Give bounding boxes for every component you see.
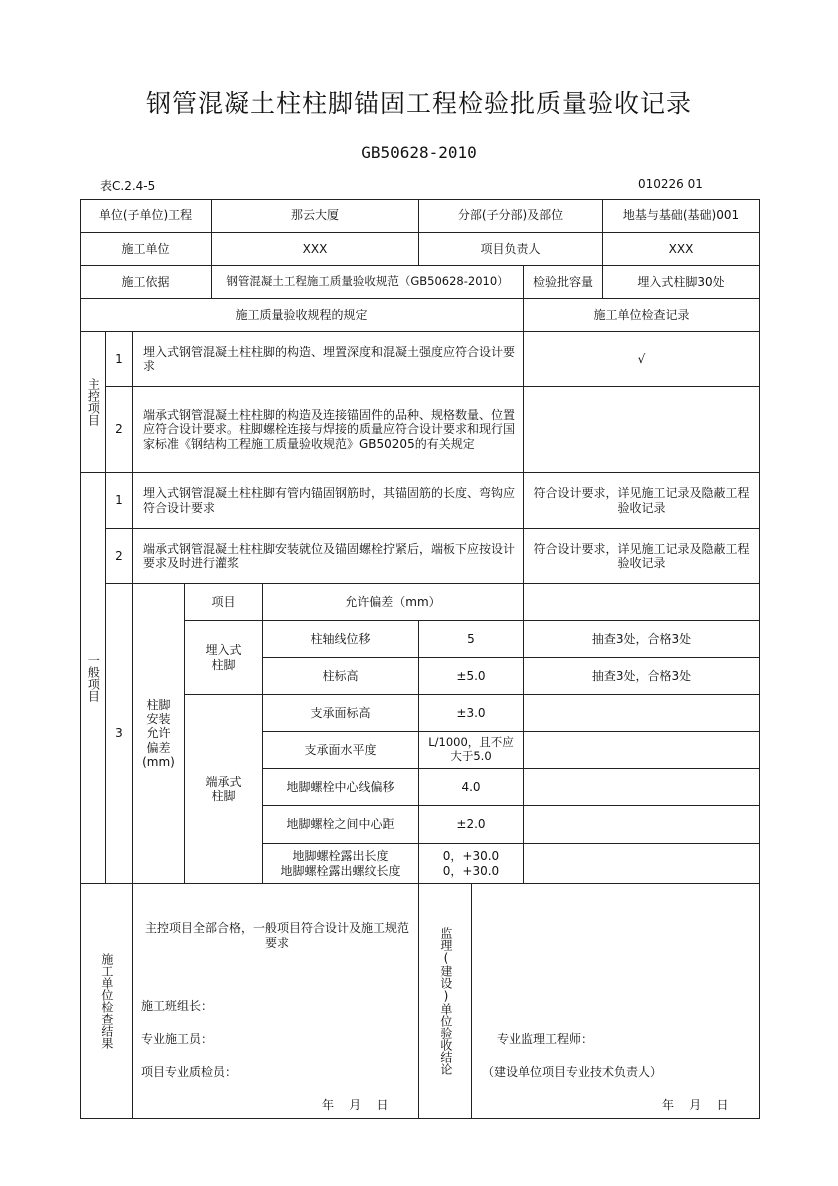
form-number: 表C.2.4-5 — [100, 179, 156, 193]
tolerance-record-header — [524, 584, 760, 621]
main-item-1-record[interactable]: √ — [524, 332, 760, 387]
contractor-conclusion: 主控项目全部合格，一般项目符合设计及施工规范要求 — [144, 921, 409, 950]
rules-column-header: 施工质量验收规程的规定 — [80, 299, 524, 332]
manager-value[interactable]: XXX — [603, 233, 760, 266]
tolerance-group-label: 柱脚安装允许偏差(mm) — [133, 584, 185, 884]
row-bolt-thread-tol: 0，+30.0 — [442, 863, 500, 878]
owner-rep-label: （建设单位项目专业技术负责人） — [482, 1065, 663, 1079]
row-bolt-length-name: 地脚螺栓露出长度 — [292, 849, 389, 864]
row-elevation-tol: ±5.0 — [419, 658, 524, 695]
bearing-footing-label: 端承式柱脚 — [185, 695, 263, 884]
main-item-2-no: 2 — [106, 387, 133, 473]
general-item-2-text: 端承式钢管混凝土柱柱脚安装就位及锚固螺栓拧紧后，端板下应按设计要求及时进行灌浆 — [133, 529, 524, 584]
contractor-value[interactable]: XXX — [212, 233, 419, 266]
main-item-1-no: 1 — [106, 332, 133, 387]
page-title: 钢管混凝土柱柱脚锚固工程检验批质量验收记录 — [145, 89, 692, 118]
row-elevation-name: 柱标高 — [263, 658, 419, 695]
row-bolt-spacing-record[interactable] — [524, 806, 760, 844]
embedded-footing-label: 埋入式柱脚 — [185, 621, 263, 695]
contractor-result-label: 施工单位检查结果 — [80, 884, 133, 1119]
main-item-2-text: 端承式钢管混凝土柱柱脚的构造及连接锚固件的品种、规格数量、位置应符合设计要求。柱脚螺栓连接与焊接的质量应符合设计要求和现行国家标准《钢结构工程施工质量验收规范》GB50205的有关规定 — [133, 387, 524, 473]
row-bearing-elevation-name: 支承面标高 — [263, 695, 419, 732]
row-bolt-center-offset-name: 地脚螺栓中心线偏移 — [263, 769, 419, 806]
general-label: 一般项目 — [80, 473, 106, 884]
inspector-label: 项目专业质检员： — [141, 1065, 238, 1079]
constructor-label: 专业施工员： — [141, 1032, 214, 1046]
main-item-2-record[interactable] — [524, 387, 760, 473]
general-item-1-record[interactable]: 符合设计要求，详见施工记录及隐蔽工程验收记录 — [524, 473, 760, 529]
row-bolt-length-names — [263, 844, 419, 884]
row-bolt-spacing-name: 地脚螺栓之间中心距 — [263, 806, 419, 844]
row-elevation-record[interactable]: 抽查3处，合格3处 — [524, 658, 760, 695]
unit-value[interactable]: 那云大厦 — [212, 199, 419, 233]
supervisor-date: 年 月 日 — [662, 1098, 729, 1112]
row-bolt-spacing-tol: ±2.0 — [419, 806, 524, 844]
row-bearing-elevation-tol: ±3.0 — [419, 695, 524, 732]
row-levelness-record[interactable] — [524, 732, 760, 769]
row-levelness-tol: L/1000，且不应大于5.0 — [419, 732, 524, 769]
basis-value[interactable]: 钢管混凝土工程施工质量验收规范（GB50628-2010） — [212, 266, 524, 299]
main-item-1-text: 埋入式钢管混凝土柱柱脚的构造、埋置深度和混凝土强度应符合设计要求 — [133, 332, 524, 387]
general-item-2-no: 2 — [106, 529, 133, 584]
contractor-label: 施工单位 — [80, 233, 212, 266]
general-item-1-text: 埋入式钢管混凝土柱柱脚有管内锚固钢筋时，其锚固筋的长度、弯钩应符合设计要求 — [133, 473, 524, 529]
general-item-1-no: 1 — [106, 473, 133, 529]
capacity-value[interactable]: 埋入式柱脚30处 — [603, 266, 760, 299]
row-bolt-center-offset-tol: 4.0 — [419, 769, 524, 806]
contractor-date: 年 月 日 — [322, 1098, 389, 1112]
row-bolt-length-tols — [419, 844, 524, 884]
row-levelness-name: 支承面水平度 — [263, 732, 419, 769]
general-item-2-record[interactable]: 符合设计要求，详见施工记录及隐蔽工程验收记录 — [524, 529, 760, 584]
division-label: 分部(子分部)及部位 — [419, 199, 603, 233]
standard-code: GB50628-2010 — [361, 143, 477, 162]
row-bolt-length-record[interactable] — [524, 844, 760, 884]
basis-label: 施工依据 — [80, 266, 212, 299]
tolerance-value-header: 允许偏差（mm） — [263, 584, 524, 621]
general-item-3-no: 3 — [106, 584, 133, 884]
team-leader-label: 施工班组长： — [141, 999, 214, 1013]
row-axis-offset-tol: 5 — [419, 621, 524, 658]
row-axis-offset-record[interactable]: 抽查3处，合格3处 — [524, 621, 760, 658]
row-bolt-center-offset-record[interactable] — [524, 769, 760, 806]
division-value[interactable]: 地基与基础(基础)001 — [603, 199, 760, 233]
row-bolt-length-tol: 0，+30.0 — [442, 849, 500, 864]
manager-label: 项目负责人 — [419, 233, 603, 266]
main-control-label: 主控项目 — [80, 332, 106, 473]
supervisor-engineer-label: 专业监理工程师： — [497, 1032, 594, 1046]
capacity-label: 检验批容量 — [524, 266, 603, 299]
record-column-header: 施工单位检查记录 — [524, 299, 760, 332]
unit-label: 单位(子单位)工程 — [80, 199, 212, 233]
record-code: 010226 01 — [638, 177, 703, 191]
row-bolt-thread-name: 地脚螺栓露出螺纹长度 — [280, 863, 401, 878]
supervisor-label: 监理(建设)单位验收结论 — [419, 884, 472, 1119]
supervisor-result-cell[interactable] — [472, 884, 760, 1119]
row-axis-offset-name: 柱轴线位移 — [263, 621, 419, 658]
row-bearing-elevation-record[interactable] — [524, 695, 760, 732]
tolerance-item-header: 项目 — [185, 584, 263, 621]
